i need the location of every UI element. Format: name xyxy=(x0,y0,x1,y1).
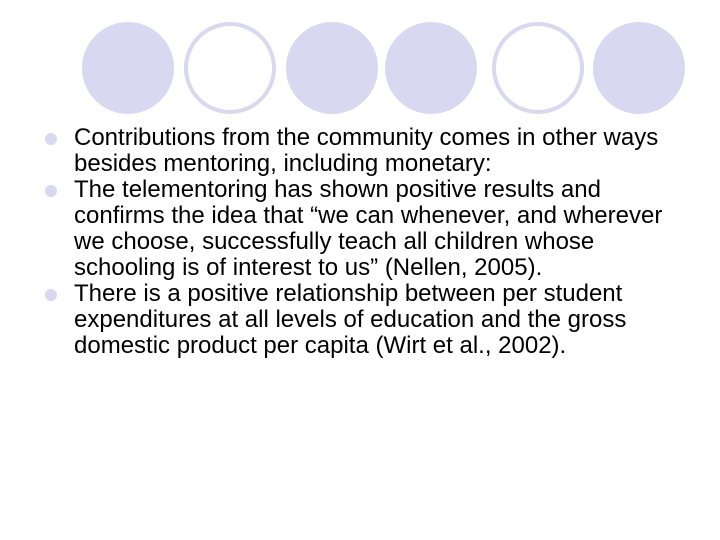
circle-filled xyxy=(593,22,685,114)
bullet-item xyxy=(0,177,720,281)
bullet-item xyxy=(0,281,720,359)
circle-ring xyxy=(492,22,584,114)
circle-filled xyxy=(82,22,174,114)
circle-filled xyxy=(286,22,378,114)
bullet-item xyxy=(0,125,720,177)
bullet-list xyxy=(0,125,720,359)
bullet-text: The telementoring has shown positive results and confirms the idea that “we can whenever, and wherever we choose, successfully teach all children whose schooling is of interest to us” (Nellen, 2005). xyxy=(74,176,663,281)
bullet-text: There is a positive relationship between per student expenditures at all levels of education and the gross domestic product per capita (Wirt et al., 2002). xyxy=(74,280,627,359)
circle-ring xyxy=(184,22,276,114)
bullet-dot-icon xyxy=(45,289,57,301)
bullet-dot-icon xyxy=(45,185,57,197)
bullet-text: Contributions from the community comes in other ways besides mentoring, including monetary: xyxy=(74,124,659,177)
circle-filled xyxy=(385,22,477,114)
bullet-dot-icon xyxy=(45,133,57,145)
